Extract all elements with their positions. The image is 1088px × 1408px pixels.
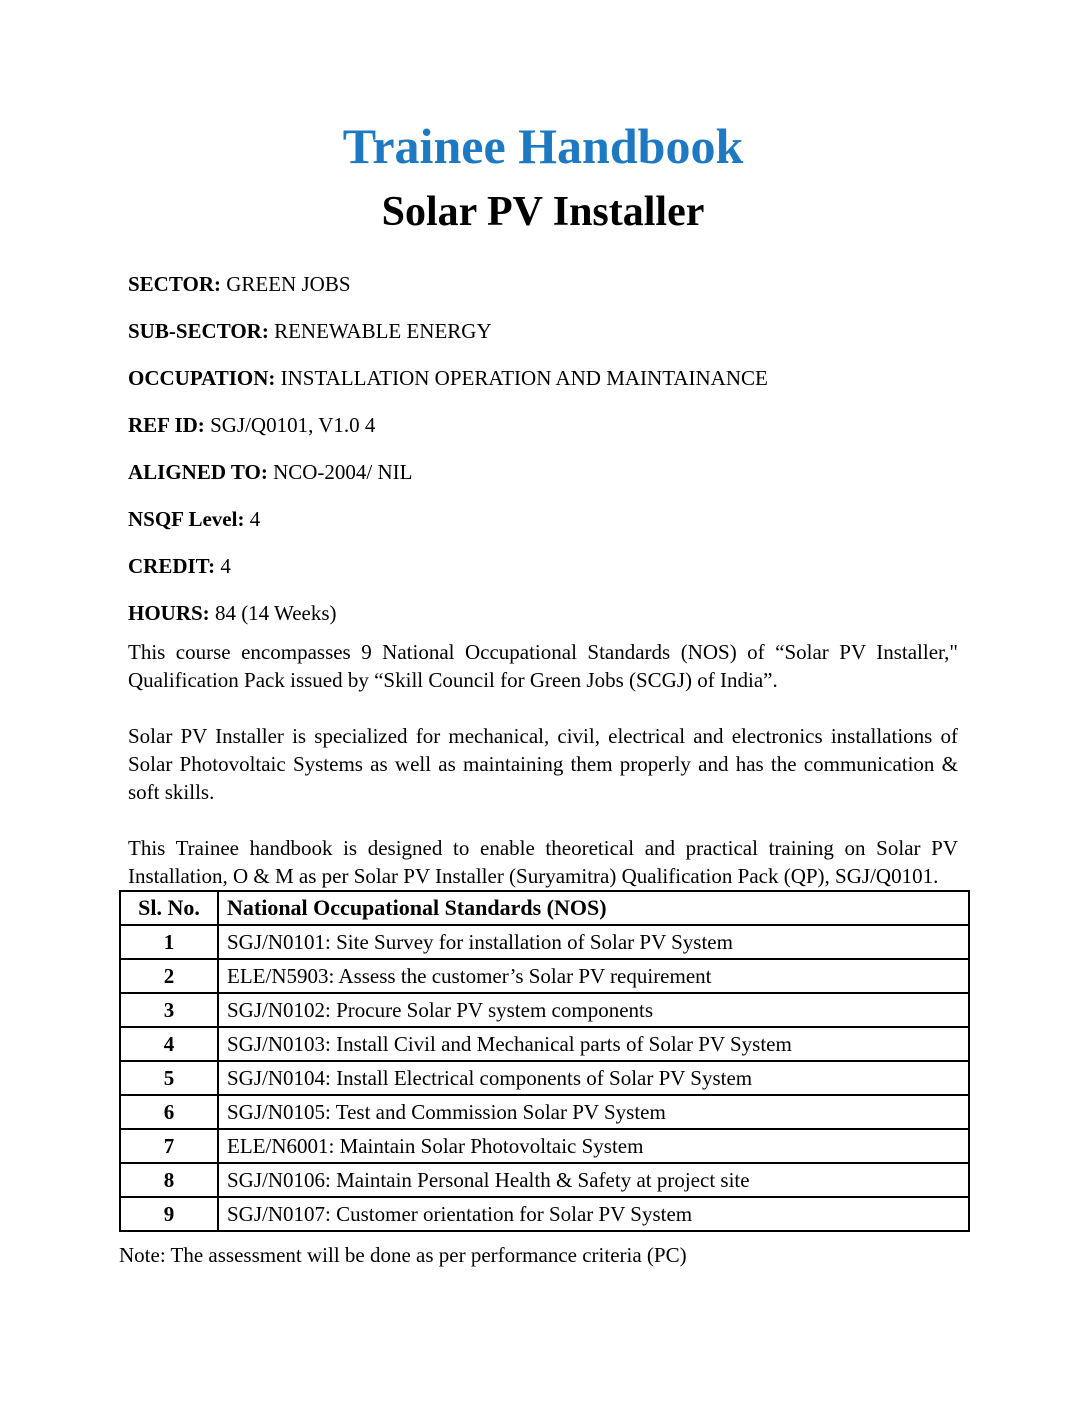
table-header-nos: National Occupational Standards (NOS) [218,891,969,925]
metadata-label: OCCUPATION: [128,365,276,390]
table-row [120,1095,969,1129]
table-header-slno: Sl. No. [120,891,218,925]
table-row [120,993,969,1027]
table-row [120,1163,969,1197]
metadata-line-hours [128,599,958,627]
page-title: Trainee Handbook [342,118,744,174]
table-cell-slno: 8 [120,1163,218,1197]
metadata-value: SGJ/Q0101, V1.0 4 [210,412,376,437]
metadata-value: 4 [249,506,261,531]
metadata-label: REF ID: [128,412,205,437]
nos-table [119,890,970,1232]
table-cell-slno: 2 [120,959,218,993]
table-cell-nos: SGJ/N0102: Procure Solar PV system components [218,993,969,1027]
paragraph-installer-description: Solar PV Installer is specialized for mechanical, civil, electrical and electronics installations of Solar Photovoltaic Systems as well as maintaining them properly and has the communication & soft skills. [128,723,958,804]
metadata-label: ALIGNED TO: [128,459,268,484]
metadata-line-refid [128,411,958,439]
metadata-line-nsqf [128,505,958,533]
metadata-value: 4 [220,553,231,578]
table-cell-slno: 4 [120,1027,218,1061]
table-cell-nos: SGJ/N0103: Install Civil and Mechanical parts of Solar PV System [218,1027,969,1061]
metadata-label: SECTOR: [128,271,221,296]
metadata-line-credit [128,552,958,580]
table-cell-nos: ELE/N5903: Assess the customer’s Solar PV requirement [218,959,969,993]
metadata-line-occupation [128,364,958,392]
metadata-line-sector [128,270,958,298]
table-cell-nos: SGJ/N0107: Customer orientation for Solar PV System [218,1197,969,1231]
table-header-row [120,891,969,925]
metadata-value: NCO-2004/ NIL [273,459,413,484]
metadata-label: NSQF Level: [128,506,245,531]
metadata-value: INSTALLATION OPERATION AND MAINTAINANCE [280,365,768,390]
metadata-label: HOURS: [128,600,210,625]
metadata-value: GREEN JOBS [226,271,351,296]
assessment-note: Note: The assessment will be done as per performance criteria (PC) [119,1242,687,1267]
table-row [120,959,969,993]
metadata-label: SUB-SECTOR: [128,318,269,343]
metadata-value: 84 (14 Weeks) [214,600,337,625]
metadata-line-subsector [128,317,958,345]
table-cell-nos: SGJ/N0106: Maintain Personal Health & Safety at project site [218,1163,969,1197]
metadata-label: CREDIT: [128,553,216,578]
table-cell-slno: 9 [120,1197,218,1231]
table-row [120,1129,969,1163]
table-row [120,925,969,959]
table-cell-slno: 1 [120,925,218,959]
table-row [120,1197,969,1231]
table-cell-slno: 5 [120,1061,218,1095]
table-row [120,1061,969,1095]
table-cell-slno: 3 [120,993,218,1027]
table-cell-nos: SGJ/N0101: Site Survey for installation of Solar PV System [218,925,969,959]
metadata-value: RENEWABLE ENERGY [274,318,492,343]
table-cell-nos: ELE/N6001: Maintain Solar Photovoltaic System [218,1129,969,1163]
page-subtitle: Solar PV Installer [381,188,705,235]
table-cell-nos: SGJ/N0105: Test and Commission Solar PV System [218,1095,969,1129]
table-row [120,1027,969,1061]
table-cell-slno: 6 [120,1095,218,1129]
table-cell-slno: 7 [120,1129,218,1163]
table-cell-nos: SGJ/N0104: Install Electrical components of Solar PV System [218,1061,969,1095]
paragraph-handbook-purpose: This Trainee handbook is designed to enable theoretical and practical training on Solar PV Installation, O & M as per Solar PV Installer (Suryamitra) Qualification Pack (QP), SGJ/Q0101. [128,835,958,888]
metadata-section [128,270,958,627]
paragraph-course-overview: This course encompasses 9 National Occupational Standards (NOS) of “Solar PV Installer," Qualification Pack issued by “Skill Council for Green Jobs (SCGJ) of India”. [128,639,958,692]
metadata-line-aligned [128,458,958,486]
